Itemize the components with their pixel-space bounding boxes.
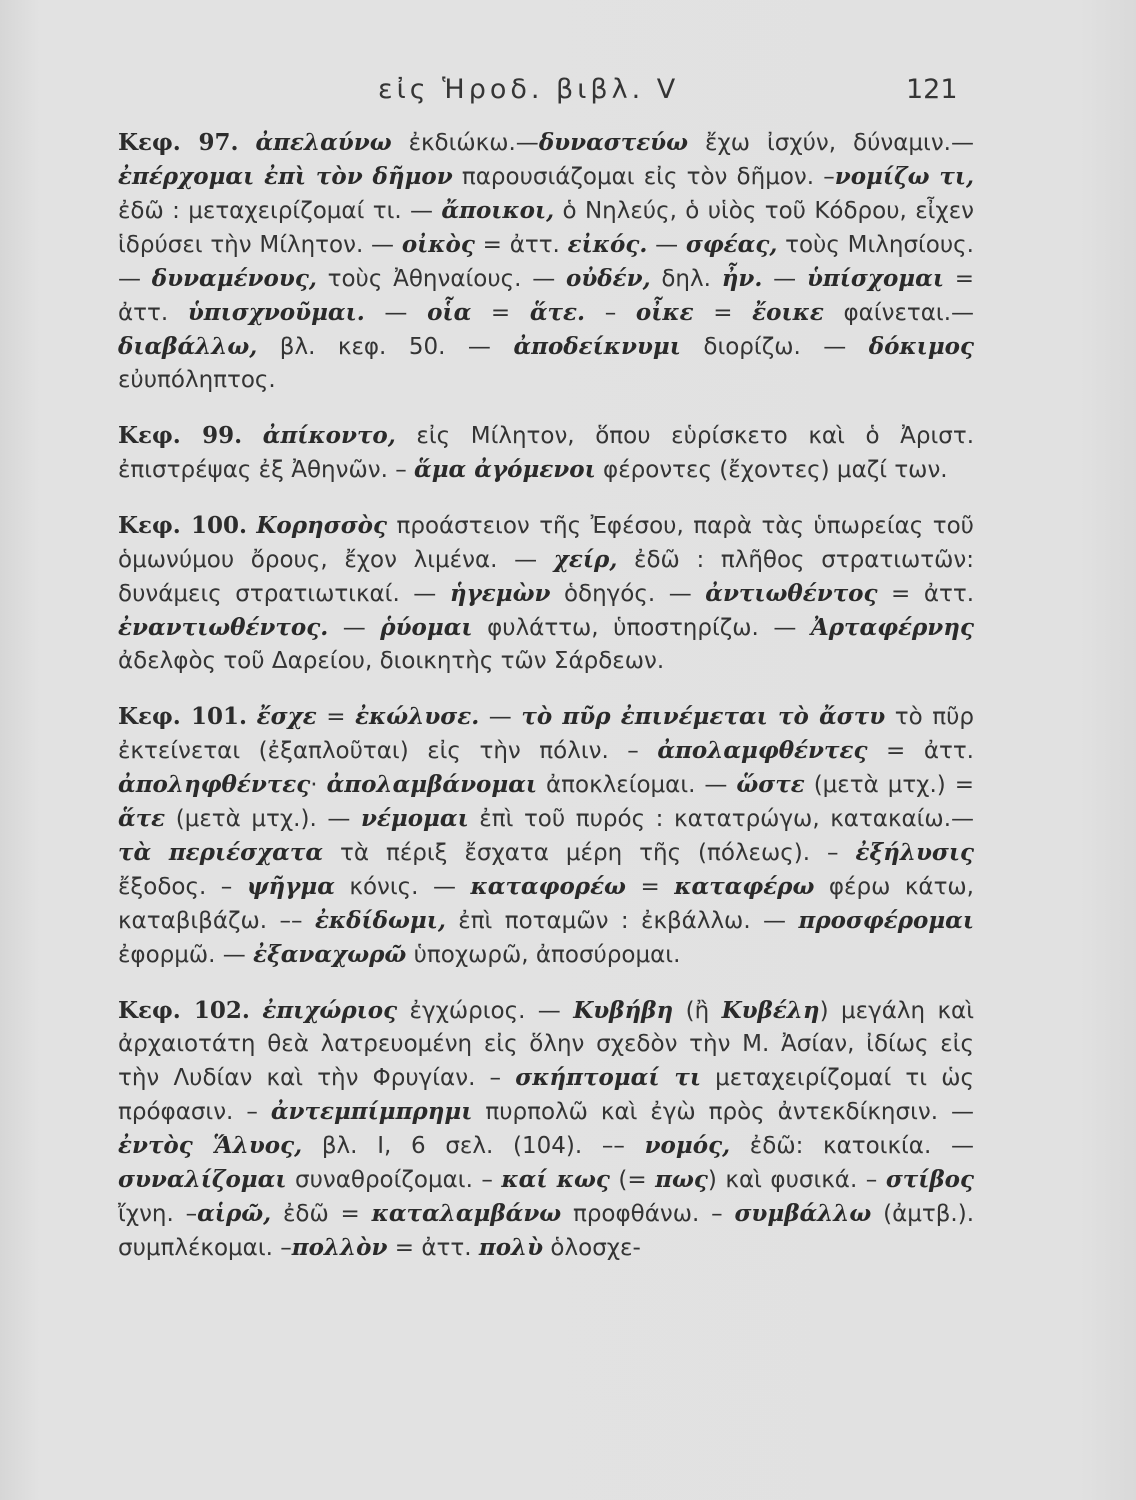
gloss-text: = ἀττ.	[474, 232, 568, 258]
gloss-text: —	[328, 615, 381, 641]
lemma-term: ἔοικε	[752, 299, 824, 326]
lemma-term: νέμομαι	[360, 805, 469, 832]
gloss-text: ἐδῶ: κατοικία. —	[730, 1133, 974, 1159]
lemma-term: ἀπολαμβάνομαι	[326, 771, 538, 798]
lemma-term: σφέας,	[685, 231, 778, 258]
lemma-term: ὑπισχνοῦμαι.	[187, 299, 365, 326]
lemma-term: Ἀρταφέρνης	[810, 614, 974, 641]
gloss-text: = ἀττ.	[118, 266, 975, 326]
gloss-text: (ἢ	[673, 998, 722, 1024]
lemma-term: σκήπτομαί τι	[515, 1064, 701, 1091]
gloss-text: ἐπὶ τοῦ πυρός : κατατρώγω, κατακαίω.—	[468, 806, 975, 832]
lemma-term: ἐναντιωθέντος.	[118, 614, 329, 641]
gloss-text: ὁδηγός. —	[550, 581, 706, 607]
lemma-term: ἐπιχώριος	[262, 997, 398, 1024]
lemma-term: ἡγεμὼν	[449, 580, 551, 607]
gloss-text: ἐπὶ ποταμῶν : ἐκβάλλω. —	[445, 908, 799, 934]
commentary-paragraph	[118, 419, 974, 487]
gloss-text: μεταχειρίζομαί τι ὡς πρόφασιν. –	[118, 1065, 974, 1125]
gloss-text: ὁλοσχε-	[543, 1235, 641, 1261]
commentary-paragraph	[118, 126, 974, 397]
gloss-text: =	[471, 300, 530, 326]
gloss-text: ἐδῶ : μεταχειρίζομαί τι. —	[118, 198, 442, 224]
gloss-text: ἀδελφὸς τοῦ Δαρείου, διοικητὴς τῶν Σάρδεων.	[118, 648, 665, 674]
lemma-term: καί κως	[501, 1166, 610, 1193]
gloss-text: ) μεγάλη καὶ ἀρχαιοτάτη θεὰ λατρευομένη εἰς ὅλην σχεδὸν τὴν Μ. Ἀσίαν, ἰδίως εἰς τὴν Λυδίαν καὶ τὴν Φρυγίαν. –	[118, 998, 974, 1091]
lemma-term: ἐκώλυσε.	[355, 703, 480, 730]
lemma-term: δυναμένους,	[151, 265, 317, 292]
gloss-text: ἴχνη. –	[118, 1201, 198, 1227]
gloss-text: (μετὰ μτχ.). —	[165, 806, 361, 832]
gloss-text: = ἀττ.	[877, 581, 975, 607]
gloss-text: εἰς Μίλητον, ὅπου εὑρίσκετο καὶ ὁ Ἀριστ. ἐπιστρέψας ἐξ Ἀθηνῶν. –	[118, 423, 975, 483]
gloss-text: παρουσιάζομαι εἰς τὸν δῆμον. –	[452, 164, 835, 190]
lemma-term: προσφέρομαι	[798, 907, 975, 934]
lemma-term: ἦν.	[721, 265, 763, 292]
gloss-text: =	[316, 704, 356, 730]
gloss-text: προφθάνω. –	[561, 1201, 735, 1227]
gloss-text: = ἀττ.	[387, 1235, 479, 1261]
lemma-term: ἔσχε	[256, 703, 317, 730]
lemma-term: ἐξαναχωρῶ	[253, 941, 407, 968]
lemma-term: στίβος	[885, 1166, 975, 1193]
gloss-text: (μετὰ μτχ.) =	[804, 772, 974, 798]
page-number: 121	[906, 74, 958, 105]
lemma-term: ἀποληφθέντες	[118, 771, 311, 798]
gloss-text: —	[647, 232, 686, 258]
lemma-term: ὑπίσχομαι	[806, 265, 944, 292]
lemma-term: οἰκὸς	[401, 231, 475, 258]
lemma-term: αἱρῶ,	[197, 1200, 272, 1227]
lemma-term: Κυβήβη	[573, 997, 674, 1024]
gloss-text: –	[585, 300, 636, 326]
chapter-label: Κεφ. 97.	[118, 129, 239, 156]
lemma-term: ἐκδίδωμι,	[314, 907, 446, 934]
lemma-term: χείρ,	[553, 546, 618, 573]
lemma-term: ὥστε	[736, 771, 805, 798]
running-title: εἰς Ἡροδ. βιβλ. V	[378, 74, 680, 105]
gloss-text: =	[693, 300, 753, 326]
gloss-text: πυρπολῶ καὶ ἐγὼ πρὸς ἀντεκδίκησιν. —	[472, 1099, 974, 1125]
gloss-text: —	[762, 266, 807, 292]
lemma-term: πως	[655, 1166, 708, 1193]
commentary-body	[118, 126, 974, 1265]
lemma-term: ῥύομαι	[380, 614, 473, 641]
lemma-term: ψῆγμα	[246, 873, 335, 900]
gloss-text: φαίνεται.—	[823, 300, 974, 326]
lemma-term: ἀντεμπίμπρημι	[270, 1098, 473, 1125]
lemma-term: οἷα	[427, 299, 472, 326]
lemma-term: οἶκε	[635, 299, 694, 326]
lemma-term: πολλὸν	[291, 1234, 388, 1261]
gloss-text: ἐφορμῶ. —	[118, 942, 254, 968]
chapter-label: Κεφ. 99.	[118, 422, 243, 449]
lemma-term: ἐντὸς Ἅλυος,	[118, 1132, 303, 1159]
gloss-text: ἐκδιώκω.—	[391, 130, 539, 156]
chapter-label: Κεφ. 101.	[118, 703, 248, 730]
gloss-text: εὐυπόληπτος.	[118, 367, 276, 393]
lemma-term: καταφέρω	[674, 873, 815, 900]
commentary-paragraph	[118, 509, 974, 678]
gloss-text: βλ. κεφ. 50. —	[257, 334, 514, 360]
gloss-text: ἔχω ἰσχύν, δύναμιν.—	[688, 130, 974, 156]
lemma-term: ἀποδείκνυμι	[513, 333, 681, 360]
gloss-text: ἐγχώριος. —	[397, 998, 574, 1024]
lemma-term: νομίζω τι,	[834, 163, 974, 190]
lemma-term: ἐξήλυσις	[855, 839, 975, 866]
lemma-term: ἅμα ἀγόμενοι	[414, 456, 596, 483]
gloss-text: τὰ πέριξ ἔσχατα μέρη τῆς (πόλεως). –	[323, 840, 856, 866]
lemma-term: ἀπίκοντο,	[262, 422, 396, 449]
gloss-text: προάστειον τῆς Ἐφέσου, παρὰ τὰς ὑπωρείας τοῦ ὁμωνύμου ὄρους, ἔχον λιμένα. —	[118, 513, 974, 573]
lemma-term: οὐδέν,	[566, 265, 651, 292]
gloss-text: = ἀττ.	[867, 738, 974, 764]
commentary-paragraph	[118, 994, 974, 1265]
chapter-label: Κεφ. 100.	[118, 512, 247, 539]
commentary-paragraph	[118, 700, 974, 972]
lemma-term: συναλίζομαι	[118, 1166, 287, 1193]
lemma-term: δόκιμος	[868, 333, 974, 360]
gloss-text: =	[625, 874, 675, 900]
lemma-term: πολὺ	[478, 1234, 544, 1261]
chapter-label: Κεφ. 102.	[118, 997, 250, 1024]
gloss-text: διορίζω. —	[680, 334, 869, 360]
gloss-text: τοὺς Ἀθηναίους. —	[316, 266, 566, 292]
gloss-text: (ἀμτβ.). συμπλέκομαι. –	[118, 1201, 975, 1261]
lemma-term: ἅτε	[118, 805, 166, 832]
lemma-term: εἰκός.	[567, 231, 648, 258]
lemma-term: ἅτε.	[529, 299, 586, 326]
gloss-text: ὑποχωρῶ, ἀποσύρομαι.	[406, 942, 681, 968]
gloss-text: ἀποκλείομαι. —	[537, 772, 737, 798]
gloss-text: ·	[310, 772, 327, 798]
gloss-text: ἔξοδος. –	[118, 874, 247, 900]
gloss-text: κόνις. —	[334, 874, 471, 900]
lemma-term: ἄποικοι,	[441, 197, 555, 224]
lemma-term: ἀντιωθέντος	[705, 580, 878, 607]
gloss-text: φέροντες (ἔχοντες) μαζί των.	[595, 457, 948, 483]
gloss-text: φέρω κάτω, καταβιβάζω. ––	[118, 874, 974, 934]
lemma-term: τὰ περιέσχατα	[118, 839, 324, 866]
lemma-term: καταφορέω	[470, 873, 626, 900]
gloss-text: φυλάττω, ὑποστηρίζω. —	[472, 615, 811, 641]
gloss-text: —	[364, 300, 428, 326]
gloss-text: ὁ Νηλεύς, ὁ υἱὸς τοῦ Κόδρου, εἶχεν ἱδρύσει τὴν Μίλητον. —	[118, 198, 974, 258]
gloss-text: τοὺς Μιλησίους. —	[118, 232, 974, 292]
lemma-term: δυναστεύω	[538, 129, 689, 156]
lemma-term: ἀπελαύνω	[255, 129, 392, 156]
gloss-text: τὸ πῦρ ἐκτείνεται (ἐξαπλοῦται) εἰς τὴν πόλιν. –	[118, 704, 974, 764]
gloss-text: ἐδῶ : πλῆθος στρατιωτῶν: δυνάμεις στρατιωτικαί. —	[118, 547, 975, 607]
lemma-term: καταλαμβάνω	[371, 1200, 562, 1227]
lemma-term: ἐπέρχομαι ἐπὶ τὸν δῆμον	[118, 163, 453, 190]
lemma-term: νομός,	[644, 1132, 731, 1159]
gloss-text: (=	[609, 1167, 656, 1193]
lemma-term: τὸ πῦρ ἐπινέμεται τὸ ἄστυ	[521, 703, 886, 730]
lemma-term: Κορησσὸς	[256, 512, 388, 539]
gloss-text: ἐδῶ =	[271, 1201, 372, 1227]
lemma-term: διαβάλλω,	[118, 333, 258, 360]
gloss-text: —	[479, 704, 522, 730]
gloss-text: δηλ.	[650, 266, 722, 292]
lemma-term: ἀπολαμφθέντες	[657, 737, 868, 764]
gloss-text: συναθροίζομαι. –	[286, 1167, 502, 1193]
gloss-text: βλ. Ι, 6 σελ. (104). ––	[302, 1133, 645, 1159]
lemma-term: Κυβέλη	[721, 997, 820, 1024]
lemma-term: συμβάλλω	[734, 1200, 872, 1227]
gloss-text: ) καὶ φυσικά. –	[707, 1167, 886, 1193]
